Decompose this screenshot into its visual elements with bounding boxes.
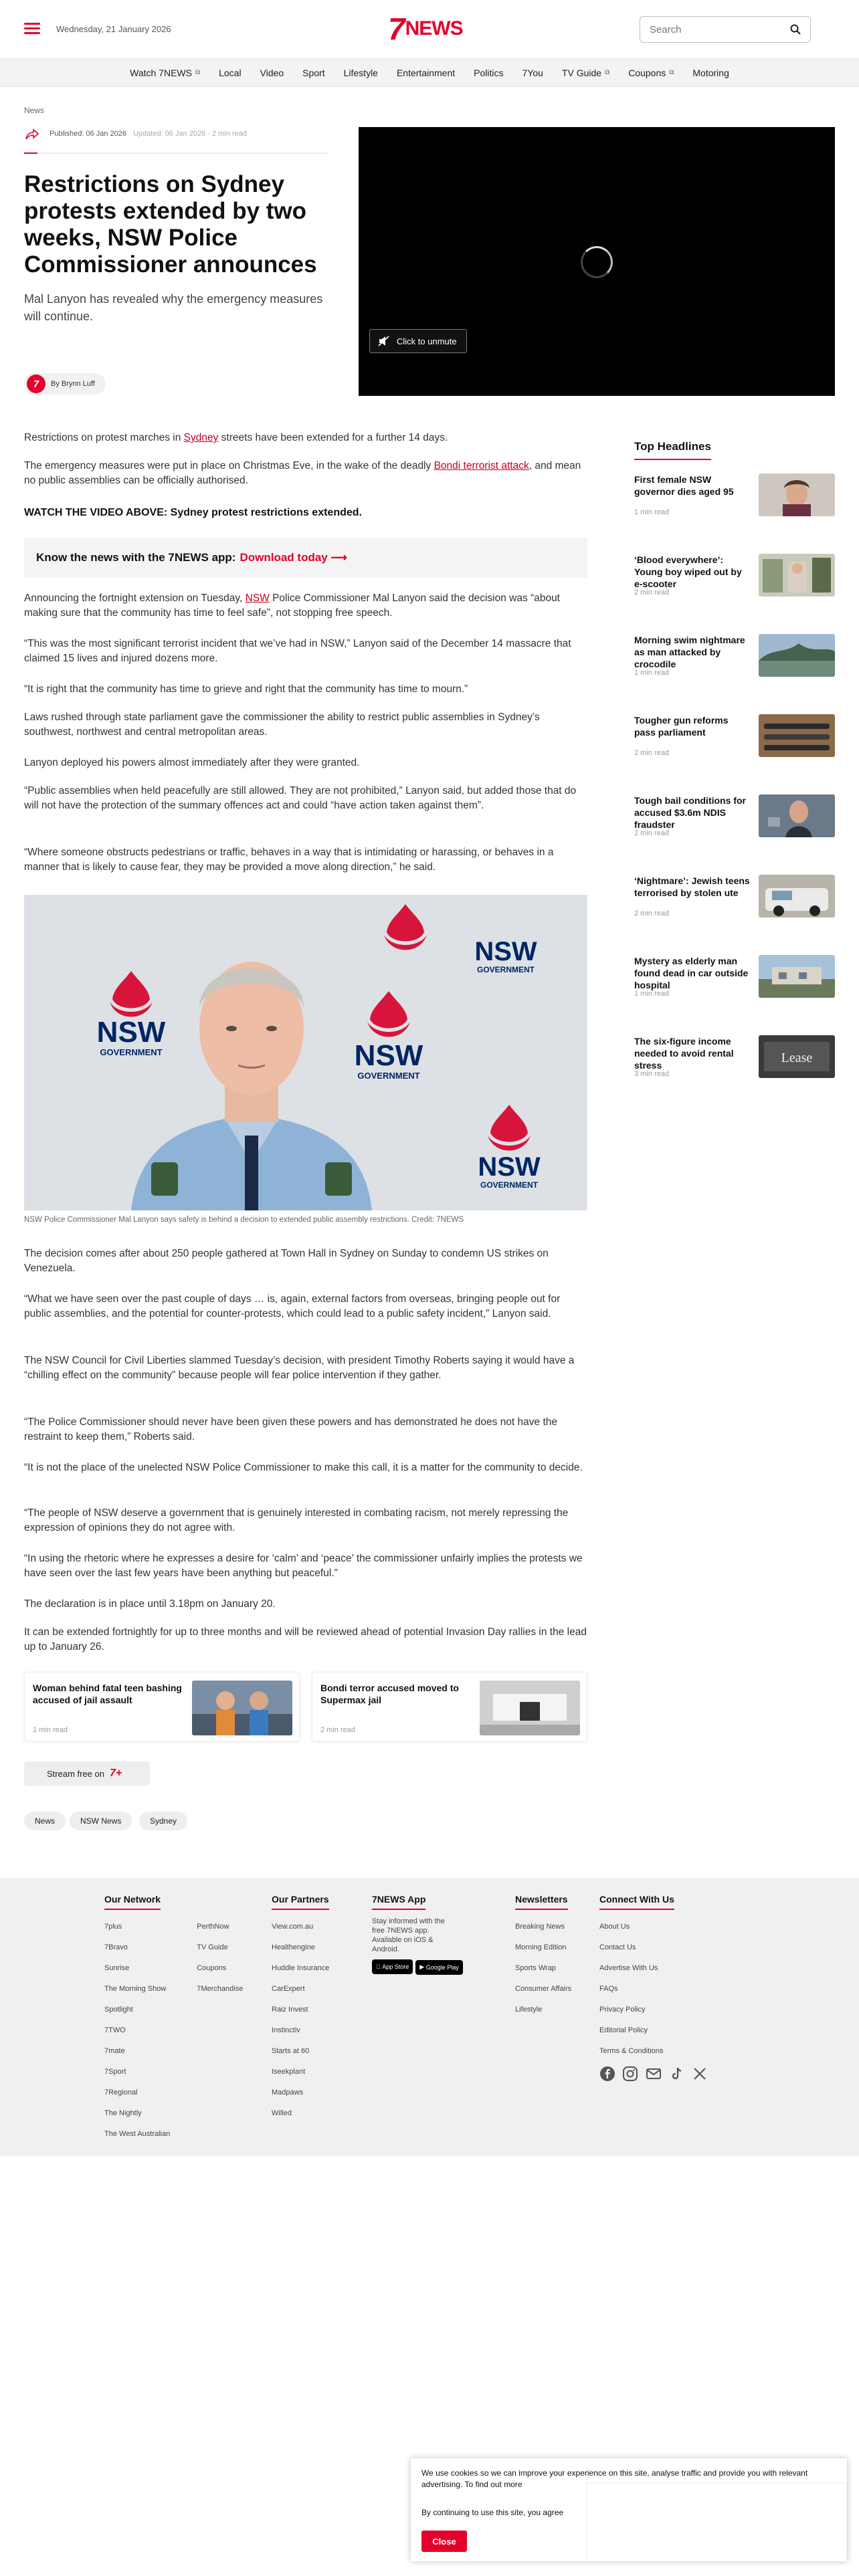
- related-card[interactable]: Woman behind fatal teen bashing accused of jail assault 1 min read: [24, 1672, 300, 1741]
- footer-app: 7NEWS App Stay informed with the free 7NEWS app. Available on iOS & Android. App Store ▶ Google Play: [372, 1894, 466, 1975]
- apple-icon: [376, 1963, 378, 1970]
- tiktok-icon[interactable]: [668, 2066, 684, 2082]
- svg-text:GOVERNMENT: GOVERNMENT: [480, 1180, 539, 1190]
- svg-text:GOVERNMENT: GOVERNMENT: [357, 1071, 420, 1081]
- network-link[interactable]: The Morning Show: [104, 1985, 167, 1993]
- header-date: Wednesday, 21 January 2026: [56, 24, 171, 34]
- headline-thumbnail: [759, 1035, 835, 1078]
- paragraph: Laws rushed through state parliament gave the commissioner the ability to restrict public assemblies in Sydney’s southwest, northwest and central metropolitan areas.: [24, 712, 540, 738]
- nav-item-politics[interactable]: Politics: [474, 67, 504, 78]
- svg-text:NSW: NSW: [478, 1152, 541, 1182]
- newsletter-link[interactable]: Sports Wrap: [515, 1964, 556, 1972]
- connect-link[interactable]: Terms & Conditions: [599, 2047, 664, 2055]
- commissioner-photo: [24, 895, 587, 1210]
- search-icon[interactable]: [790, 24, 801, 35]
- facebook-icon[interactable]: [599, 2066, 615, 2082]
- cookie-close-button[interactable]: Close: [421, 2531, 467, 2552]
- top-headline-item[interactable]: [634, 955, 835, 1022]
- network-link[interactable]: Coupons: [197, 1964, 227, 1972]
- author-name: By Brynn Luff: [51, 380, 95, 388]
- read-time: 2 min read: [634, 749, 669, 757]
- partner-link[interactable]: Iseekplant: [272, 2068, 306, 2076]
- paragraph: “It is right that the community has time to grieve and right that the community has time to mourn.”: [24, 683, 468, 695]
- nav-item-sport[interactable]: Sport: [302, 67, 325, 78]
- x-icon[interactable]: [692, 2066, 708, 2082]
- external-link-icon: ⧉: [195, 69, 201, 76]
- nav-item-local[interactable]: Local: [219, 67, 242, 78]
- svg-text:GOVERNMENT: GOVERNMENT: [476, 965, 535, 974]
- photo-caption: NSW Police Commissioner Mal Lanyon says safety is behind a decision to extended public assembly restrictions. Credit: 7NEWS: [24, 1216, 464, 1224]
- related-thumbnail: [192, 1681, 292, 1735]
- external-link-icon: ⧉: [605, 69, 610, 76]
- app-store-button[interactable]: App Store: [372, 1959, 413, 1974]
- 7plus-logo: 7+: [110, 1767, 122, 1779]
- article-headline: Restrictions on Sydney protests extended by two weeks, NSW Police Commissioner announces: [24, 171, 317, 278]
- nav-item-video[interactable]: Video: [260, 67, 284, 78]
- cookie-text: We use cookies so we can improve your experience on this site, analyse traffic and provide you with relevant advertising. To find out more: [421, 2468, 808, 2489]
- paragraph: “Public assemblies when held peacefully are still allowed. They are not prohibited,” Lanyon said, but added those that do will not have the protection of the summary offences act and could “have action taken against them”.: [24, 785, 577, 811]
- network-link[interactable]: The West Australian: [104, 2130, 171, 2138]
- instagram-icon[interactable]: [622, 2066, 638, 2082]
- headline-thumbnail: [759, 634, 835, 677]
- author-avatar: 7: [27, 374, 45, 393]
- partner-link[interactable]: View.com.au: [272, 1923, 314, 1931]
- article-photo[interactable]: [24, 895, 587, 1210]
- paragraph: “Where someone obstructs pedestrians or traffic, behaves in a way that is intimidating or harassing, or behaves in a manner that is likely to cause fear, they may be provided a move along direction,” he said.: [24, 847, 554, 873]
- paragraph: The declaration is in place until 3.18pm on January 20.: [24, 1598, 276, 1610]
- arrow-right-icon: ⟶: [330, 551, 347, 564]
- top-headline-item[interactable]: [634, 714, 835, 781]
- connect-link[interactable]: Advertise With Us: [599, 1964, 658, 1972]
- partner-link[interactable]: Willed: [272, 2109, 292, 2117]
- nav-item-coupons[interactable]: Coupons ⧉: [628, 67, 674, 78]
- network-link[interactable]: TV Guide: [197, 1943, 228, 1951]
- social-icons: [599, 2066, 712, 2085]
- network-link[interactable]: PerthNow: [197, 1923, 229, 1931]
- newsletter-link[interactable]: Breaking News: [515, 1923, 565, 1931]
- headline-title: Mystery as elderly man found dead in car outside hospital: [634, 956, 749, 990]
- headline-title: The six-figure income needed to avoid rental stress: [634, 1036, 734, 1071]
- network-link[interactable]: 7TWO: [104, 2026, 126, 2034]
- related-thumbnail: [480, 1681, 580, 1735]
- nav-item-entertainment[interactable]: Entertainment: [396, 67, 456, 78]
- cookie-text-agree: By continuing to use this site, you agree: [421, 2508, 564, 2517]
- download-app-link[interactable]: Download today ⟶: [240, 551, 347, 564]
- paragraph: The decision comes after about 250 people gathered at Town Hall in Sydney on Sunday to condemn US strikes on Venezuela.: [24, 1248, 549, 1274]
- paragraph: Announcing the fortnight extension on Tuesday, NSW Police Commissioner Mal Lanyon said the decision was “about making sure that the community has time to feel safe”, not stopping free speech.: [24, 593, 560, 619]
- network-link[interactable]: 7mate: [104, 2047, 125, 2055]
- network-link[interactable]: 7Regional: [104, 2088, 138, 2097]
- tag-sydney[interactable]: Sydney: [139, 1812, 187, 1830]
- headline-thumbnail: [759, 794, 835, 837]
- nav-item-lifestyle[interactable]: Lifestyle: [343, 67, 378, 78]
- top-headline-item[interactable]: [634, 875, 835, 942]
- read-time: 2 min read: [634, 829, 669, 837]
- network-link[interactable]: 7Bravo: [104, 1943, 128, 1951]
- nav-item-watch-7news[interactable]: Watch 7NEWS ⧉: [130, 67, 201, 78]
- video-player[interactable]: [359, 127, 835, 396]
- link-sydney[interactable]: Sydney: [183, 432, 219, 443]
- headline-title: Morning swim nightmare as man attacked by crocodile: [634, 635, 745, 669]
- watch-video-note: WATCH THE VIDEO ABOVE: Sydney protest restrictions extended.: [24, 507, 362, 518]
- read-time: 1 min read: [634, 508, 669, 516]
- site-header: [0, 0, 859, 59]
- svg-text:NSW: NSW: [474, 937, 537, 966]
- read-time: 1 min read: [634, 990, 669, 998]
- paragraph: The emergency measures were put in place on Christmas Eve, in the wake of the deadly Bondi terrorist attack, and mean no public assemblies can be officially authorised.: [24, 460, 581, 486]
- headline-title: First female NSW governor dies aged 95: [634, 474, 734, 497]
- tag-news[interactable]: News: [24, 1812, 66, 1830]
- nav-item-motoring[interactable]: Motoring: [692, 67, 729, 78]
- partner-link[interactable]: Raiz Invest: [272, 2006, 308, 2014]
- connect-link[interactable]: Contact Us: [599, 1943, 636, 1951]
- headline-thumbnail: [759, 955, 835, 998]
- headline-title: Tough bail conditions for accused $3.6m NDIS fraudster: [634, 795, 746, 830]
- newsletter-link[interactable]: Consumer Affairs: [515, 1985, 572, 1993]
- read-time: 2 min read: [634, 588, 669, 597]
- top-headline-item[interactable]: [634, 473, 835, 540]
- network-link[interactable]: Sunrise: [104, 1964, 130, 1972]
- partner-link[interactable]: Huddle Insurance: [272, 1964, 330, 1972]
- headline-title: Tougher gun reforms pass parliament: [634, 715, 729, 738]
- paragraph: “The Police Commissioner should never have been given these powers and has demonstrated he does not have the restraint to keep them,” Roberts said.: [24, 1416, 558, 1442]
- tag-nsw-news[interactable]: NSW News: [70, 1812, 132, 1830]
- read-time: 1 min read: [634, 669, 669, 677]
- read-time: 2 min read: [634, 909, 669, 918]
- menu-icon[interactable]: [24, 23, 40, 36]
- network-link[interactable]: The Nightly: [104, 2109, 142, 2117]
- play-icon: ▶: [415, 1963, 421, 1970]
- link-nsw[interactable]: NSW: [245, 593, 270, 604]
- cookie-banner: [411, 2458, 847, 2561]
- network-link[interactable]: 7Sport: [104, 2068, 126, 2076]
- paragraph: “In using the rhetoric where he expresses a desire for ‘calm’ and ‘peace’ the commissioner unfairly implies the protests we have seen over the last few years have been anything but peaceful.”: [24, 1553, 583, 1579]
- paragraph: “This was the most significant terrorist incident that we’ve had in NSW,” Lanyon said of the December 14 massacre that claimed 15 lives and injured dozens more.: [24, 638, 571, 664]
- paragraph: Restrictions on protest marches in Sydney streets have been extended for a further 14 days.: [24, 432, 448, 443]
- network-link[interactable]: 7Merchandise: [197, 1985, 244, 1993]
- connect-link[interactable]: Editorial Policy: [599, 2026, 648, 2034]
- partner-link[interactable]: Instinctiv: [272, 2026, 300, 2034]
- partner-link[interactable]: Starts at 60: [272, 2047, 310, 2055]
- article-subhead: Mal Lanyon has revealed why the emergency measures will continue.: [24, 292, 323, 323]
- breadcrumb[interactable]: News: [24, 106, 45, 115]
- newsletter-link[interactable]: Morning Edition: [515, 1943, 567, 1951]
- app-promo-banner: Know the news with the 7NEWS app: Download today ⟶: [24, 538, 587, 578]
- 7news-logo[interactable]: 7 NEWS: [388, 11, 463, 46]
- svg-text:Lease: Lease: [781, 1051, 813, 1065]
- read-time: 3 min read: [634, 1070, 669, 1078]
- paragraph: Lanyon deployed his powers almost immediately after they were granted.: [24, 757, 360, 768]
- main-nav: [0, 59, 859, 87]
- partner-link[interactable]: CarExpert: [272, 1985, 305, 1993]
- paragraph: “It is not the place of the unelected NSW Police Commissioner to make this call, it is a matter for the community to decide.: [24, 1462, 583, 1473]
- connect-link[interactable]: FAQs: [599, 1985, 618, 1993]
- email-icon[interactable]: [646, 2066, 662, 2082]
- search-box: [640, 16, 811, 43]
- svg-text:NSW: NSW: [354, 1039, 423, 1072]
- top-headline-item[interactable]: [634, 1035, 835, 1102]
- footer-partners: Our Partners View.com.au Healthengine Huddle Insurance CarExpert Raiz Invest Instinctiv Starts at 60 Iseekplant Madpaws Willed: [272, 1894, 329, 2124]
- footer-newsletters: Newsletters Breaking News Morning Edition Sports Wrap Consumer Affairs Lifestyle: [515, 1894, 571, 2020]
- svg-text:NSW: NSW: [96, 1016, 166, 1049]
- related-card[interactable]: Bondi terror accused moved to Supermax jail 2 min read: [312, 1672, 587, 1741]
- author-chip[interactable]: [24, 373, 106, 395]
- link-bondi-attack[interactable]: Bondi terrorist attack: [434, 460, 529, 471]
- top-headline-item[interactable]: [634, 634, 835, 701]
- site-footer: [0, 1878, 859, 2156]
- newsletter-link[interactable]: Lifestyle: [515, 2006, 543, 2014]
- paragraph: “The people of NSW deserve a government that is genuinely interested in combating racism, not merely repressing the expression of opinions they do not agree with.: [24, 1507, 569, 1533]
- nav-item-7you[interactable]: 7You: [522, 67, 543, 78]
- google-play-button[interactable]: ▶ Google Play: [415, 1960, 462, 1975]
- network-link[interactable]: Spotlight: [104, 2006, 133, 2014]
- headline-title: ‘Blood everywhere’: Young boy wiped out by e-scooter: [634, 554, 742, 589]
- paragraph: The NSW Council for Civil Liberties slammed Tuesday’s decision, with president Timothy Roberts saying it would have a “chilling effect on the community” because people will fear police intervention if they gather.: [24, 1355, 575, 1381]
- connect-link[interactable]: About Us: [599, 1923, 630, 1931]
- headline-thumbnail: [759, 714, 835, 757]
- footer-connect: Connect With Us About Us Contact Us Advertise With Us FAQs Privacy Policy Editorial Policy Terms & Conditions: [599, 1894, 712, 2085]
- external-link-icon: ⧉: [669, 69, 674, 76]
- loading-spinner-icon: [581, 246, 613, 278]
- partner-link[interactable]: Healthengine: [272, 1943, 315, 1951]
- network-link[interactable]: 7plus: [104, 1923, 122, 1931]
- headline-thumbnail: [759, 473, 835, 516]
- headline-thumbnail: [759, 554, 835, 597]
- nav-item-tv-guide[interactable]: TV Guide ⧉: [561, 67, 610, 78]
- stream-7plus-button[interactable]: Stream free on 7+: [24, 1761, 150, 1786]
- share-row: [24, 124, 329, 154]
- svg-text:GOVERNMENT: GOVERNMENT: [100, 1047, 163, 1057]
- connect-link[interactable]: Privacy Policy: [599, 2006, 646, 2014]
- headline-title: ‘Nightmare’: Jewish teens terrorised by stolen ute: [634, 875, 750, 898]
- search-input[interactable]: [640, 17, 781, 42]
- headline-thumbnail: [759, 875, 835, 918]
- cookie-overlay-panel: [586, 2482, 847, 2561]
- unmute-button[interactable]: Click to unmute: [369, 329, 467, 353]
- top-headline-item[interactable]: [634, 554, 835, 621]
- top-headline-item[interactable]: [634, 794, 835, 861]
- top-headlines-title: Top Headlines: [634, 440, 711, 460]
- publish-info: Published: 06 Jan 2026 Updated: 06 Jan 2026 · 2 min read: [50, 130, 247, 138]
- footer-network: Our Network 7plus 7Bravo Sunrise The Morning Show Spotlight 7TWO 7mate 7Sport 7Regional The Nightly The West Australian PerthNow TV Guide Coupons 7Merchandise: [104, 1894, 243, 2145]
- paragraph: “What we have seen over the past couple of days … is, again, external factors from overseas, bringing people out for public assemblies, and the potential for counter-protests, which could lead to a public safety incident,” Lanyon said.: [24, 1293, 561, 1319]
- partner-link[interactable]: Madpaws: [272, 2088, 304, 2097]
- paragraph: It can be extended fortnightly for up to three months and will be reviewed ahead of potential Invasion Day rallies in the lead up to January 26.: [24, 1626, 587, 1652]
- muted-speaker-icon: [378, 336, 390, 346]
